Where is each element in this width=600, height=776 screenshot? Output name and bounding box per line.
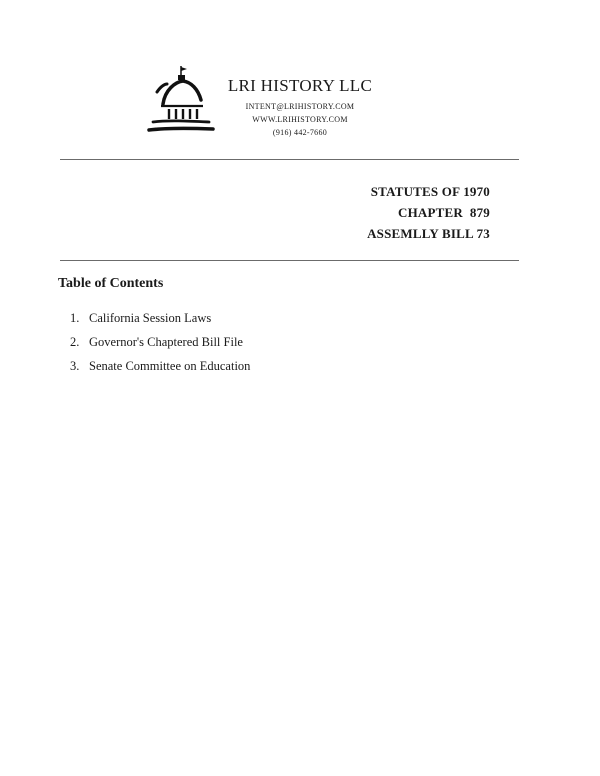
statute-info — [367, 181, 490, 244]
toc-item-number: 2. — [70, 335, 80, 349]
toc-item-label: Governor's Chaptered Bill File — [89, 335, 243, 349]
toc-item-number: 3. — [70, 359, 80, 373]
toc-item-number: 1. — [70, 311, 80, 325]
company-phone: (916) 442-7660 — [272, 128, 328, 137]
bottom-divider — [60, 260, 519, 261]
toc-title: Table of Contents — [58, 276, 164, 291]
toc-item[interactable] — [70, 354, 250, 378]
company-name: LRI HISTORY LLC — [227, 76, 373, 95]
company-website: WWW.LRIHISTORY.COM — [252, 115, 348, 124]
letterhead — [200, 76, 400, 139]
toc-item-label: California Session Laws — [89, 311, 212, 325]
statute-year: STATUTES OF 1970 — [370, 184, 490, 199]
toc-item[interactable] — [70, 330, 250, 354]
toc-item-label: Senate Committee on Education — [89, 359, 251, 373]
statute-chapter: CHAPTER 879 — [398, 205, 490, 220]
statute-bill: ASSEMLLY BILL 73 — [367, 226, 490, 241]
company-email: INTENT@LRIHISTORY.COM — [245, 102, 355, 111]
top-divider — [60, 159, 519, 160]
toc-item[interactable] — [70, 306, 250, 330]
toc-list — [70, 306, 250, 378]
